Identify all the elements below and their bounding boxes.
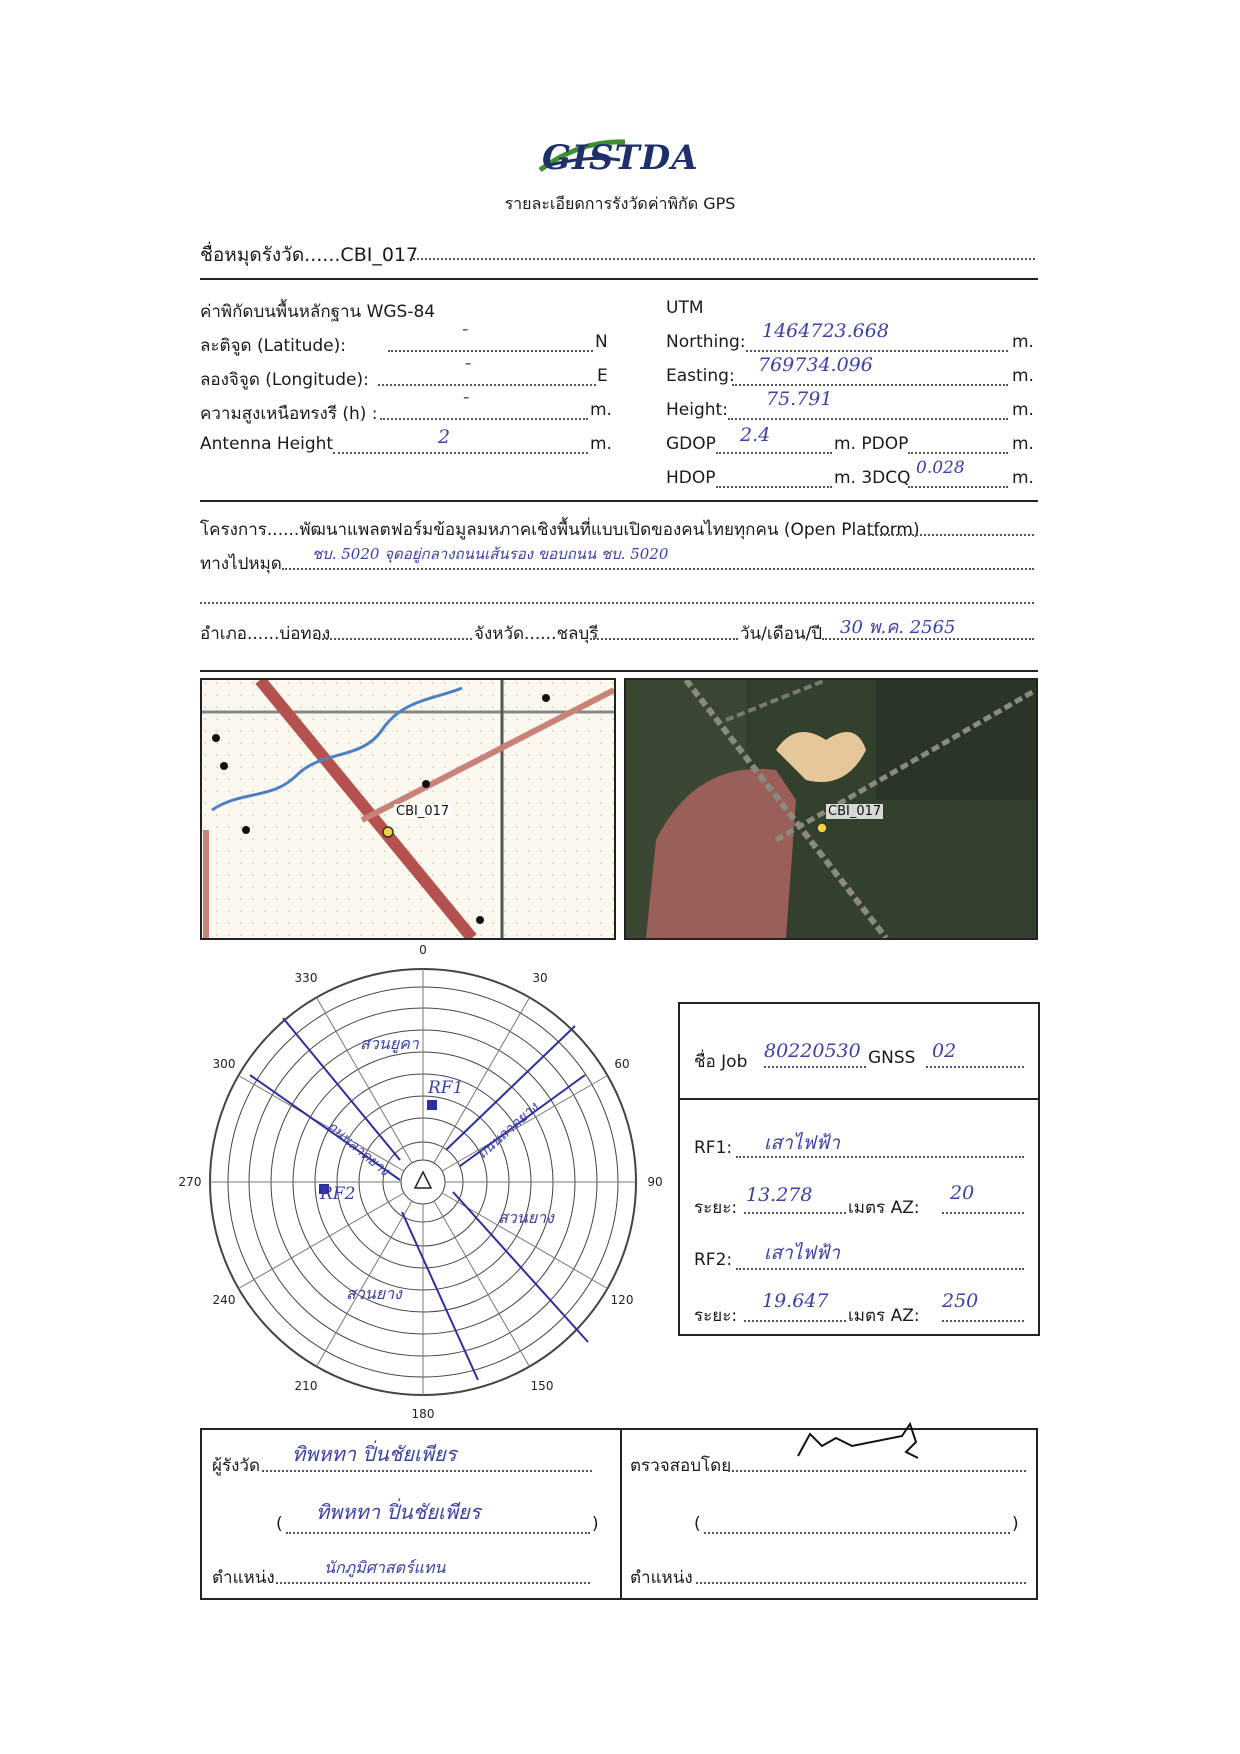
surveyor-position-dots — [276, 1582, 590, 1584]
checker-paren-close: ) — [1012, 1514, 1019, 1534]
utm-heading: UTM — [666, 298, 704, 318]
province-label: จังหวัด......ชลบุรี — [474, 624, 599, 644]
hdop-dots — [716, 486, 832, 488]
az2-value: 250 — [942, 1290, 979, 1312]
sky-note-eucalyptus: สวนยูคา — [360, 1034, 419, 1053]
gdop-dots — [716, 452, 832, 454]
logo-text: GISTDA — [542, 138, 699, 178]
checker-position-label: ตำแหน่ง — [630, 1568, 693, 1588]
az1-label: เมตร AZ: — [848, 1198, 920, 1218]
dcq-value: 0.028 — [916, 458, 965, 478]
easting-value: 769734.096 — [758, 354, 873, 376]
pdop-unit: m. — [1012, 434, 1034, 454]
latitude-label: ละติจูด (Latitude): — [200, 336, 346, 356]
hdop-label: HDOP — [666, 468, 716, 488]
project-dots — [868, 534, 1034, 536]
route-dots — [282, 568, 1034, 570]
surveyor-dots — [262, 1470, 592, 1472]
sky-dir-180: 180 — [411, 1407, 435, 1421]
sky-note-road-nw: ถนนลาดยาง — [323, 1118, 393, 1180]
rf2-label: RF2: — [694, 1250, 733, 1270]
az2-dots — [942, 1320, 1024, 1322]
distance1-dots — [744, 1212, 846, 1214]
sky-dir-120: 120 — [610, 1293, 634, 1307]
date-label: วัน/เดือน/ปี — [740, 624, 823, 644]
signature-table — [200, 1428, 1038, 1600]
surveyor-position-value: นักภูมิศาสตร์แทน — [324, 1558, 446, 1577]
checker-label: ตรวจสอบโดย — [630, 1456, 732, 1476]
checker-position-dots — [696, 1582, 1026, 1584]
height-h-dots — [380, 418, 588, 420]
document-subtitle: รายละเอียดการรังวัดค่าพิกัด GPS — [504, 194, 736, 213]
utm-height-label: Height: — [666, 400, 728, 420]
latitude-unit: N — [595, 332, 608, 352]
dcq-dots — [908, 486, 1008, 488]
divider-2 — [200, 500, 1038, 502]
pdop-label: m. PDOP — [834, 434, 909, 454]
distance2-label: ระยะ: — [694, 1306, 738, 1326]
pdop-dots — [908, 452, 1008, 454]
distance1-value: 13.278 — [746, 1184, 813, 1206]
surveyor-paren-close: ) — [592, 1514, 599, 1534]
topo-station-marker — [383, 827, 393, 837]
sky-dir-60: 60 — [614, 1057, 630, 1071]
gnss-label: GNSS — [868, 1048, 916, 1068]
northing-label: Northing: — [666, 332, 746, 352]
checker-paren-open: ( — [694, 1514, 701, 1534]
antenna-height-unit: m. — [590, 434, 612, 454]
easting-label: Easting: — [666, 366, 735, 386]
job-box-divider — [680, 1098, 1038, 1100]
dcq-unit: m. — [1012, 468, 1034, 488]
date-value: 30 พ.ค. 2565 — [840, 617, 956, 638]
easting-unit: m. — [1012, 366, 1034, 386]
rf1-label: RF1: — [694, 1138, 733, 1158]
height-h-value: - — [463, 386, 470, 408]
dcq-label: m. 3DCQ — [834, 468, 911, 488]
sky-note-rf1: RF1 — [428, 1078, 464, 1098]
sky-plot — [170, 940, 670, 1420]
northing-dots — [746, 350, 1008, 352]
sky-dir-30: 30 — [532, 971, 548, 985]
sky-note-road-ne: ถนนลาดยาง — [474, 1099, 542, 1163]
gdop-value: 2.4 — [740, 424, 771, 446]
district-label: อำเภอ......บ่อทอง — [200, 624, 331, 644]
sky-note-rubber-e: สวนยาง — [498, 1208, 554, 1227]
longitude-dots — [378, 384, 596, 386]
easting-dots — [732, 384, 1008, 386]
signature-divider — [620, 1430, 622, 1598]
utm-height-dots — [728, 418, 1008, 420]
antenna-height-value: 2 — [438, 426, 451, 448]
route-value: ชบ. 5020 จุดอยู่กลางถนนเส้นรอง ขอบถนน ชบ. 5020 — [312, 545, 669, 563]
az1-value: 20 — [950, 1182, 975, 1204]
distance2-value: 19.647 — [762, 1290, 829, 1312]
northing-value: 1464723.668 — [762, 320, 889, 342]
divider-3 — [200, 670, 1038, 672]
job-info-box — [678, 1002, 1040, 1336]
az2-label: เมตร AZ: — [848, 1306, 920, 1326]
sky-dir-90: 90 — [647, 1175, 663, 1189]
gistda-logo — [530, 120, 710, 190]
distance1-label: ระยะ: — [694, 1198, 738, 1218]
surveyor-signature: ทิพหทา ปิ่นชัยเพียร — [292, 1442, 457, 1466]
sky-plot-graphic — [170, 940, 670, 1420]
sky-note-rf2: RF2 — [320, 1184, 356, 1204]
rf1-value: เสาไฟฟ้า — [764, 1132, 840, 1154]
gnss-value: 02 — [932, 1040, 957, 1062]
longitude-unit: E — [597, 366, 608, 386]
sky-dir-210: 210 — [294, 1379, 318, 1393]
topo-map — [200, 678, 616, 940]
station-name-dots — [413, 258, 1035, 260]
sky-dir-0: 0 — [419, 943, 427, 957]
antenna-height-label: Antenna Height — [200, 434, 334, 454]
sky-dir-270: 270 — [178, 1175, 202, 1189]
surveyor-position-label: ตำแหน่ง — [212, 1568, 275, 1588]
route-label: ทางไปหมุด — [200, 554, 282, 574]
sky-note-rubber-s: สวนยาง — [346, 1284, 402, 1303]
checker-signature-icon — [792, 1422, 942, 1466]
wgs84-heading: ค่าพิกัดบนพื้นหลักฐาน WGS-84 — [200, 302, 436, 322]
latitude-dots — [388, 350, 593, 352]
job-label: ชื่อ Job — [694, 1052, 748, 1072]
surveyor-printed-name: ทิพหทา ปิ่นชัยเพียร — [316, 1500, 481, 1524]
longitude-label: ลองจิจูด (Longitude): — [200, 370, 369, 390]
satellite-station-label: CBI_017 — [828, 804, 882, 819]
distance2-dots — [744, 1320, 846, 1322]
satellite-station-marker — [817, 823, 827, 833]
surveyor-paren-dots — [286, 1532, 590, 1534]
job-dots — [764, 1066, 866, 1068]
antenna-height-dots — [333, 452, 588, 454]
route-dots-2 — [200, 602, 1034, 604]
utm-height-unit: m. — [1012, 400, 1034, 420]
gnss-dots — [926, 1066, 1024, 1068]
province-dots — [590, 638, 738, 640]
sky-dir-300: 300 — [212, 1057, 236, 1071]
job-value: 80220530 — [764, 1040, 861, 1062]
topo-station-label: CBI_017 — [396, 804, 450, 819]
surveyor-paren-open: ( — [276, 1514, 283, 1534]
az1-dots — [942, 1212, 1024, 1214]
rf2-value: เสาไฟฟ้า — [764, 1242, 840, 1264]
rf2-dots — [736, 1268, 1024, 1270]
satellite-map — [624, 678, 1038, 940]
sky-dir-330: 330 — [294, 971, 318, 985]
height-h-unit: m. — [590, 400, 612, 420]
sky-dir-240: 240 — [212, 1293, 236, 1307]
project-label: โครงการ......พัฒนาแพลตฟอร์มข้อมูลมหภาคเชิงพื้นที่แบบเปิดของคนไทยทุกคน (Open Platform) — [200, 520, 920, 540]
district-dots — [318, 638, 472, 640]
utm-height-value: 75.791 — [766, 388, 833, 410]
surveyor-label: ผู้รังวัด — [212, 1456, 260, 1476]
divider-1 — [200, 278, 1038, 280]
height-h-label: ความสูงเหนือทรงรี (h) : — [200, 404, 378, 424]
checker-paren-dots — [704, 1532, 1010, 1534]
gdop-label: GDOP — [666, 434, 716, 454]
sky-spoke — [239, 1193, 404, 1289]
latitude-value: - — [462, 318, 469, 340]
sky-dir-150: 150 — [530, 1379, 554, 1393]
station-name-label: ชื่อหมุดรังวัด......CBI_017 — [200, 244, 419, 266]
checker-dots — [728, 1470, 1026, 1472]
longitude-value: - — [465, 352, 472, 374]
northing-unit: m. — [1012, 332, 1034, 352]
